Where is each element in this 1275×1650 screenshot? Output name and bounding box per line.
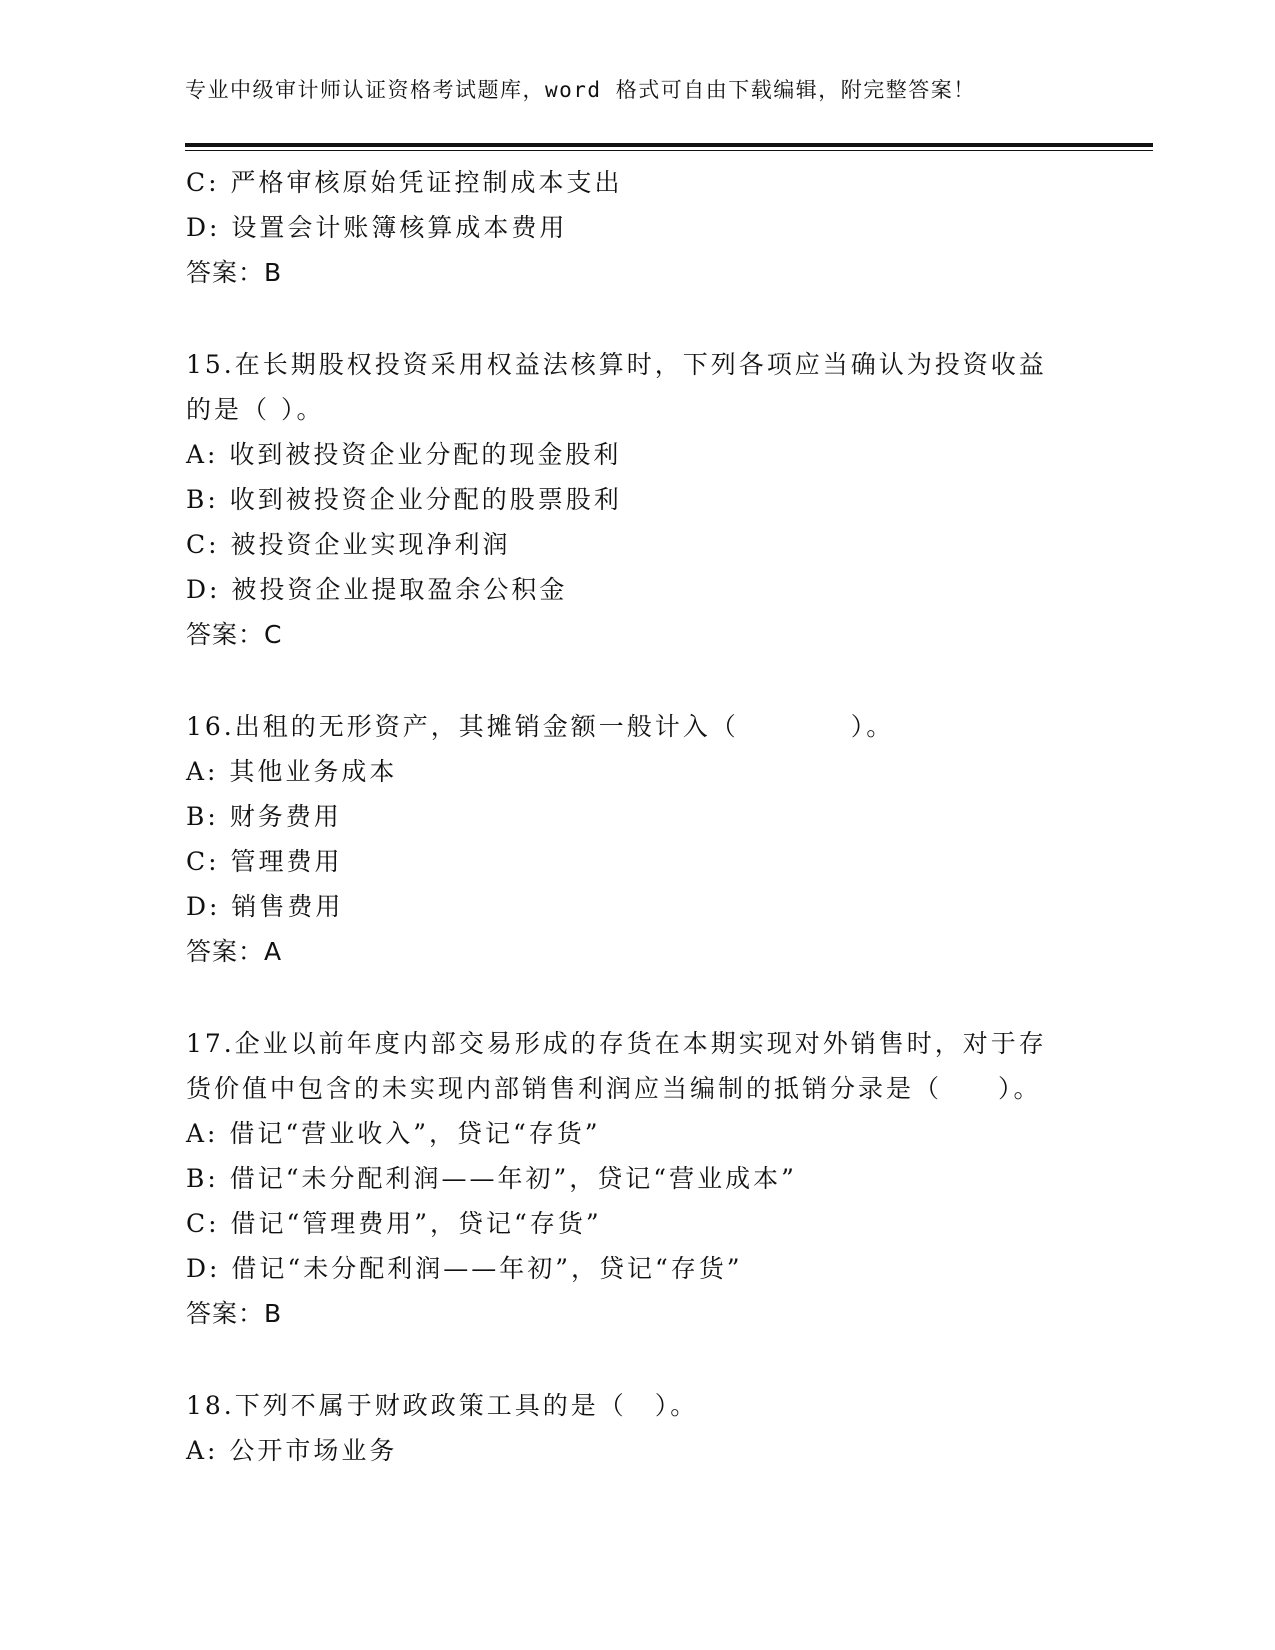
question-stem: 16.出租的无形资产，其摊销金额一般计入（ ）。 [186,712,895,741]
header-rule-thick [185,143,1153,147]
question-stem: 18.下列不属于财政政策工具的是（ ）。 [186,1391,699,1420]
question-18 [186,1383,1086,1473]
answer: 答案：B [186,1299,283,1328]
header-rule-thin [185,150,1153,151]
option-d: D: 借记“未分配利润——年初”，贷记“存货” [186,1254,743,1283]
answer: 答案：C [186,620,283,649]
question-stem: 货价值中包含的未实现内部销售利润应当编制的抵销分录是（ ）。 [186,1074,1042,1103]
option-d: D: 被投资企业提取盈余公积金 [186,575,568,604]
question-stem: 15.在长期股权投资采用权益法核算时，下列各项应当确认为投资收益 [186,350,1047,379]
option-a: A: 公开市场业务 [186,1436,398,1465]
option-c: C: 严格审核原始凭证控制成本支出 [186,168,623,197]
option-b: B: 借记“未分配利润——年初”，贷记“营业成本” [186,1164,797,1193]
question-14-continued [186,160,1086,295]
question-17 [186,1021,1086,1336]
question-stem: 的是（ ）。 [186,395,325,424]
option-b: B: 收到被投资企业分配的股票股利 [186,485,622,514]
option-d: D: 销售费用 [186,892,344,921]
option-c: C: 管理费用 [186,847,343,876]
option-a: A: 收到被投资企业分配的现金股利 [186,440,622,469]
exam-content [186,160,1086,1473]
option-b: B: 财务费用 [186,802,342,831]
option-c: C: 被投资企业实现净利润 [186,530,511,559]
option-a: A: 其他业务成本 [186,757,398,786]
option-a: A: 借记“营业收入”，贷记“存货” [186,1119,601,1148]
page-header: 专业中级审计师认证资格考试题库，word 格式可自由下载编辑，附完整答案！ [185,78,976,102]
answer: 答案：A [186,937,283,966]
option-d: D: 设置会计账簿核算成本费用 [186,213,568,242]
question-stem: 17.企业以前年度内部交易形成的存货在本期实现对外销售时，对于存 [186,1029,1047,1058]
option-c: C: 借记“管理费用”，贷记“存货” [186,1209,602,1238]
answer: 答案：B [186,258,283,287]
question-15 [186,342,1086,657]
question-16 [186,704,1086,974]
